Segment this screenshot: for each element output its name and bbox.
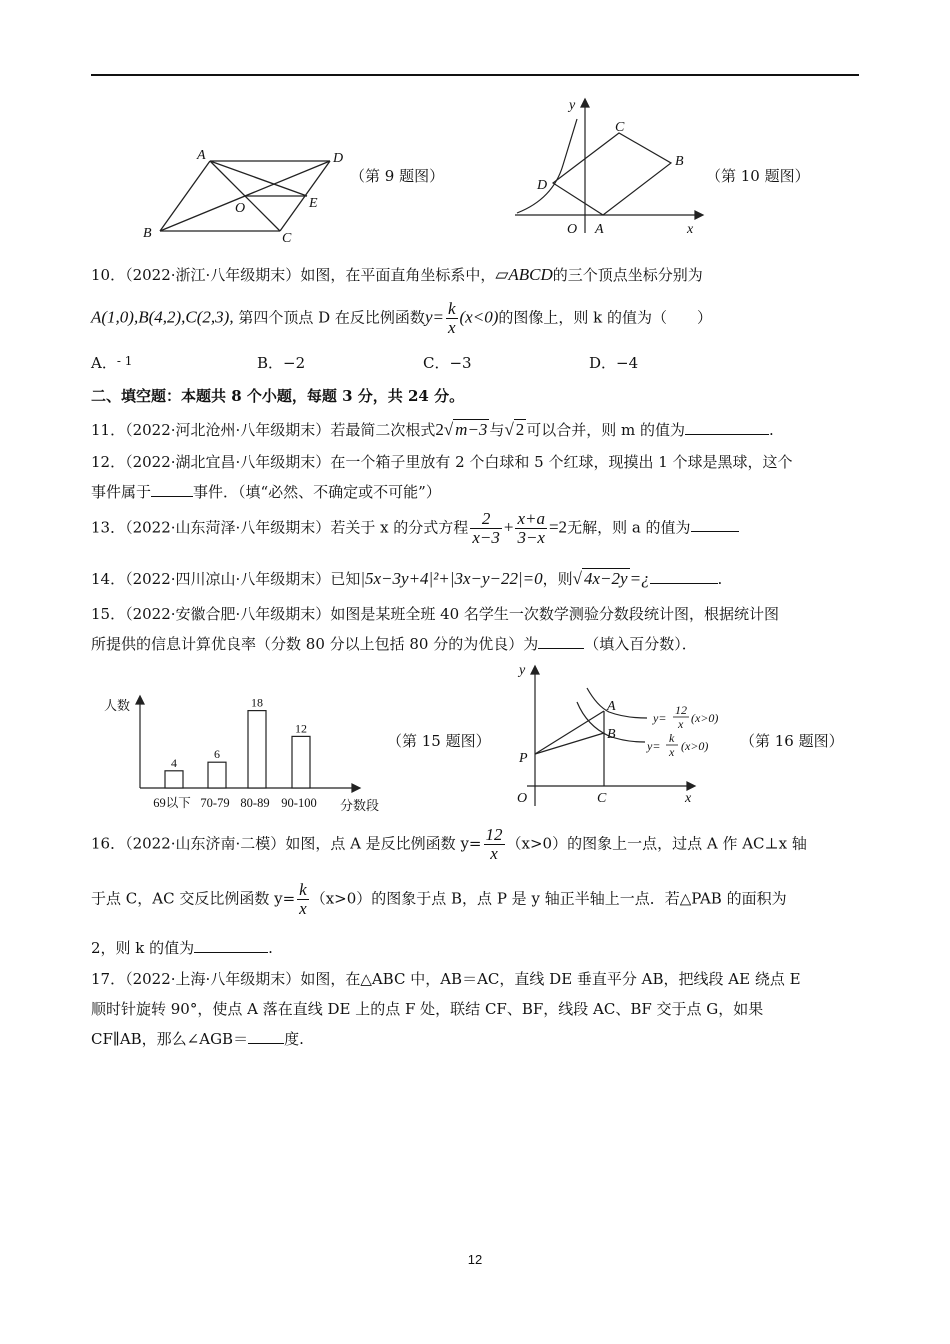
fig16-curve2-num: k	[669, 731, 675, 745]
q10-coords: A(1,0),B(4,2),C(2,3),	[91, 307, 234, 327]
header-rule	[91, 74, 859, 76]
fig10-x-arrow	[695, 211, 703, 219]
q12-answer-blank[interactable]	[151, 482, 193, 497]
q13-frac1-den: x−3	[472, 527, 500, 547]
figure-9-caption: （第 9 题图）	[350, 167, 445, 185]
fig15-bar-2	[248, 711, 266, 788]
q17-line3	[91, 1028, 304, 1049]
q16-frac2	[297, 881, 309, 918]
q11-coef: 2	[435, 420, 444, 439]
figure-15-caption: （第 15 题图）	[387, 732, 491, 750]
q10-text-d: 的图像上，则 k 的值为（ ）	[498, 308, 712, 327]
q11-radicand2: 2	[515, 420, 525, 439]
fig15-bar-0	[165, 771, 183, 788]
fig16-curve2-cond: (x>0)	[681, 739, 709, 753]
fig15-bar-value-2: 18	[251, 695, 263, 710]
fig16-label-p: P	[519, 751, 528, 766]
fig15-category-1: 70-79	[200, 796, 230, 810]
q17-line2: 顺时针旋转 90°，使点 A 落在直线 DE 上的点 F 处，联结 CF、BF，线段 AC、BF 交于点 G，如果	[91, 1000, 764, 1018]
q14-expr: |5x−3y+4|²+|3x−y−22|=0	[360, 569, 543, 588]
q13-frac2-den: 3−x	[517, 527, 545, 547]
q15-source: （2022·安徽合肥·八年级期末）	[125, 605, 331, 623]
q10-option-a[interactable]	[91, 352, 132, 373]
q11-source: （2022·河北沧州·八年级期末）	[125, 421, 331, 439]
q13-source: （2022·山东菏泽·八年级期末）	[125, 518, 331, 537]
q12-line2a: 事件属于	[91, 483, 152, 501]
fig15-x-arrow	[352, 784, 360, 792]
q10-option-c-value: −3	[449, 354, 472, 372]
fig10-label-a: A	[595, 222, 604, 237]
q13-text-a: 若关于 x 的分式方程	[330, 518, 469, 537]
q15-line2	[91, 633, 697, 654]
fig16-label-b: B	[607, 727, 616, 742]
q16-frac1-num: 12	[485, 825, 503, 844]
fig10-label-c: C	[615, 120, 625, 135]
fig16-label-o: O	[517, 791, 528, 806]
q16-frac2-den: x	[299, 898, 307, 918]
q10-option-a-label: A．	[91, 354, 117, 372]
section-2-heading: 二、填空题：本题共 8 个小题，每题 3 分，共 24 分。	[91, 387, 465, 405]
q16-line3b: .	[268, 939, 273, 957]
q10-shape-symbol: ▱	[495, 265, 509, 284]
fig15-bar-1	[208, 762, 226, 788]
q10-option-b-label: B．	[257, 354, 284, 372]
q11-text-b: 与	[489, 421, 505, 439]
fig9-label-e: E	[309, 196, 318, 211]
q16-frac1	[484, 826, 505, 863]
q10-option-b-value: −2	[283, 354, 306, 372]
fig10-label-x: x	[687, 222, 694, 237]
figure-10-caption: （第 10 题图）	[706, 167, 810, 185]
q10-line2	[91, 300, 712, 337]
fig16-curve1-num: 12	[675, 703, 687, 717]
q11-answer-blank[interactable]	[685, 420, 769, 435]
q16-line2b: （x>0）的图象于点 B，点 P 是 y 轴正半轴上一点．若△PAB 的面积为	[310, 889, 787, 908]
q12-line1-text: 在一个箱子里放有 2 个白球和 5 个红球，现摸出 1 个球是黑球，这个	[330, 453, 793, 471]
q17-source: （2022·上海·八年级期末）	[125, 970, 301, 988]
q10-func-den: x	[447, 317, 456, 337]
fig15-category-0: 69以下	[153, 796, 191, 810]
q12-line2b: 事件．（填“必然、不确定或不可能”）	[193, 483, 441, 501]
figure-16-caption: （第 16 题图）	[740, 732, 844, 750]
q13-text-b: 无解，则 a 的值为	[567, 518, 691, 537]
q16-frac1-den: x	[490, 843, 498, 863]
q14-number: 14．	[91, 570, 126, 588]
q17-line1-text: 如图，在△ABC 中，AB＝AC，直线 DE 垂直平分 AB，把线段 AE 绕点 E	[300, 970, 801, 988]
q10-line1	[91, 264, 703, 285]
fig15-category-2: 80-89	[240, 796, 270, 810]
fig10-y-arrow	[581, 99, 589, 107]
q10-func-frac	[446, 300, 458, 337]
figure-15-chart	[100, 688, 395, 816]
q13-number: 13．	[91, 518, 126, 537]
fig9-label-d: D	[333, 151, 344, 166]
fig9-label-a: A	[197, 148, 206, 163]
fig16-label-c: C	[597, 791, 607, 806]
q16-text-b: （x>0）的图象上一点，过点 A 作 AC⊥x 轴	[506, 834, 807, 853]
figure-9	[135, 145, 355, 245]
fig10-hyperbola	[517, 119, 577, 213]
q12-source: （2022·湖北宜昌·八年级期末）	[125, 453, 331, 471]
fig10-label-o: O	[567, 222, 578, 237]
q10-shape-name: ABCD	[508, 265, 553, 284]
q13-frac2	[515, 510, 547, 547]
fig16-curve1-yeq: y=	[653, 711, 667, 725]
q11-line: 11．（2022·河北沧州·八年级期末）若最简二次根式2√ m−3 与√ 2 可以合并，则 m 的值为 .	[91, 420, 774, 439]
fig15-bar-value-1: 6	[214, 747, 220, 762]
q12-line2	[91, 481, 441, 502]
fig15-xlabel: 分数段	[340, 798, 380, 813]
figure-10	[505, 95, 705, 240]
q10-number: 10．	[91, 266, 126, 284]
q10-func-cond: (x<0)	[459, 307, 499, 327]
q16-line3a: 2，则 k 的值为	[91, 939, 195, 957]
q11-radicand1: m−3	[455, 420, 488, 439]
fig15-category-3: 90-100	[281, 796, 317, 810]
q15-answer-blank[interactable]	[538, 634, 584, 649]
q16-line2a: 于点 C，AC 交反比例函数 y=	[91, 889, 296, 908]
fig15-ylabel: 人数	[104, 698, 131, 713]
fig15-bar-value-0: 4	[171, 755, 177, 770]
q13-frac1-num: 2	[470, 510, 502, 529]
q15-line1-text: 如图是某班全班 40 名学生一次数学测验分数段统计图，根据统计图	[330, 605, 779, 623]
q14-source: （2022·四川凉山·八年级期末）	[125, 570, 331, 588]
q16-frac2-num: k	[299, 880, 307, 899]
q11-end: .	[769, 421, 774, 439]
q16-source: （2022·山东济南·二模）	[125, 834, 286, 853]
q10-option-c-label: C．	[423, 354, 450, 372]
q17-line1	[91, 968, 801, 989]
q14-line: 14．（2022·四川凉山·八年级期末）已知|5x−3y+4|²+|3x−y−22|=0，则√ 4x−2y =¿ .	[91, 569, 723, 588]
fig15-y-arrow	[136, 696, 144, 704]
q16-line2	[91, 881, 787, 918]
fig16-curve1-cond: (x>0)	[691, 711, 719, 725]
fig9-label-b: B	[143, 226, 152, 241]
q13-plus: +	[503, 517, 514, 537]
q13-line	[91, 510, 739, 547]
fig16-x-arrow	[687, 782, 695, 790]
q17-answer-blank[interactable]	[248, 1029, 284, 1044]
q14-tail: =¿	[629, 569, 650, 588]
q15-line1	[91, 603, 779, 624]
fig16-line-pa	[535, 711, 604, 754]
q12-number: 12．	[91, 453, 126, 471]
q16-line3	[91, 937, 273, 958]
q10-text-c: 第四个顶点 D 在反比例函数	[238, 308, 425, 327]
figure-16	[505, 660, 740, 810]
q10-option-c[interactable]	[423, 352, 472, 373]
q17-number: 17．	[91, 970, 126, 988]
q16-text-a: 如图，点 A 是反比例函数 y=	[285, 834, 482, 853]
q10-func-lhs: y=	[424, 307, 444, 327]
fig16-curve2-den: x	[669, 745, 675, 759]
q10-option-d[interactable]	[589, 352, 638, 373]
q10-text-a: 如图，在平面直角坐标系中，	[300, 266, 496, 284]
q14-text-b: ，则	[542, 570, 573, 588]
q13-frac2-num: x+a	[517, 509, 545, 528]
q13-frac1	[470, 510, 502, 547]
q15-line2a: 所提供的信息计算优良率（分数 80 分以上包括 80 分的为优良）为	[91, 635, 539, 653]
q10-option-a-value: - 1	[116, 354, 133, 368]
fig15-bar-value-3: 12	[295, 721, 307, 736]
q13-rhs: =2	[548, 517, 568, 537]
q10-func-num: k	[447, 299, 456, 318]
fig10-label-b: B	[675, 154, 684, 169]
q10-option-b[interactable]	[257, 352, 305, 373]
fig9-label-c: C	[282, 231, 292, 245]
q15-number: 15．	[91, 605, 126, 623]
q16-number: 16．	[91, 834, 126, 853]
q14-radicand: 4x−2y	[584, 569, 628, 588]
q13-answer-blank[interactable]	[691, 517, 739, 532]
q10-text-b: 的三个顶点坐标分别为	[552, 266, 703, 284]
q12-line1	[91, 451, 793, 472]
q15-line2b: （填入百分数）．	[584, 635, 697, 653]
q16-line1	[91, 826, 807, 863]
fig16-curve2-yeq: y=	[647, 739, 661, 753]
q11-text-a: 若最简二次根式	[330, 421, 436, 439]
fig16-curve1-den: x	[678, 717, 684, 731]
fig16-label-x: x	[685, 791, 692, 806]
q17-line3b: 度.	[284, 1030, 304, 1048]
q14-text-a: 已知	[330, 570, 361, 588]
fig16-y-arrow	[531, 666, 539, 674]
q10-option-d-label: D．	[589, 354, 617, 372]
fig16-curve-12x	[587, 688, 647, 718]
fig10-parallelogram	[553, 133, 671, 215]
q11-text-c: 可以合并，则 m 的值为	[526, 421, 686, 439]
fig10-label-y: y	[569, 98, 576, 113]
q11-number: 11．	[91, 421, 126, 439]
q16-answer-blank[interactable]	[194, 938, 268, 953]
page-number: 12	[467, 1252, 483, 1267]
q14-answer-blank[interactable]	[650, 569, 718, 584]
fig9-label-o: O	[235, 201, 246, 216]
q17-line3a: CF∥AB，那么∠AGB＝	[91, 1030, 249, 1048]
fig16-line-pb	[535, 733, 604, 754]
q10-option-d-value: −4	[616, 354, 639, 372]
fig10-label-d: D	[537, 178, 548, 193]
fig16-label-a: A	[607, 699, 616, 714]
fig15-bar-3	[292, 736, 310, 788]
q14-end: .	[717, 570, 723, 588]
fig16-label-y: y	[519, 663, 526, 678]
q10-source: （2022·浙江·八年级期末）	[125, 266, 301, 284]
